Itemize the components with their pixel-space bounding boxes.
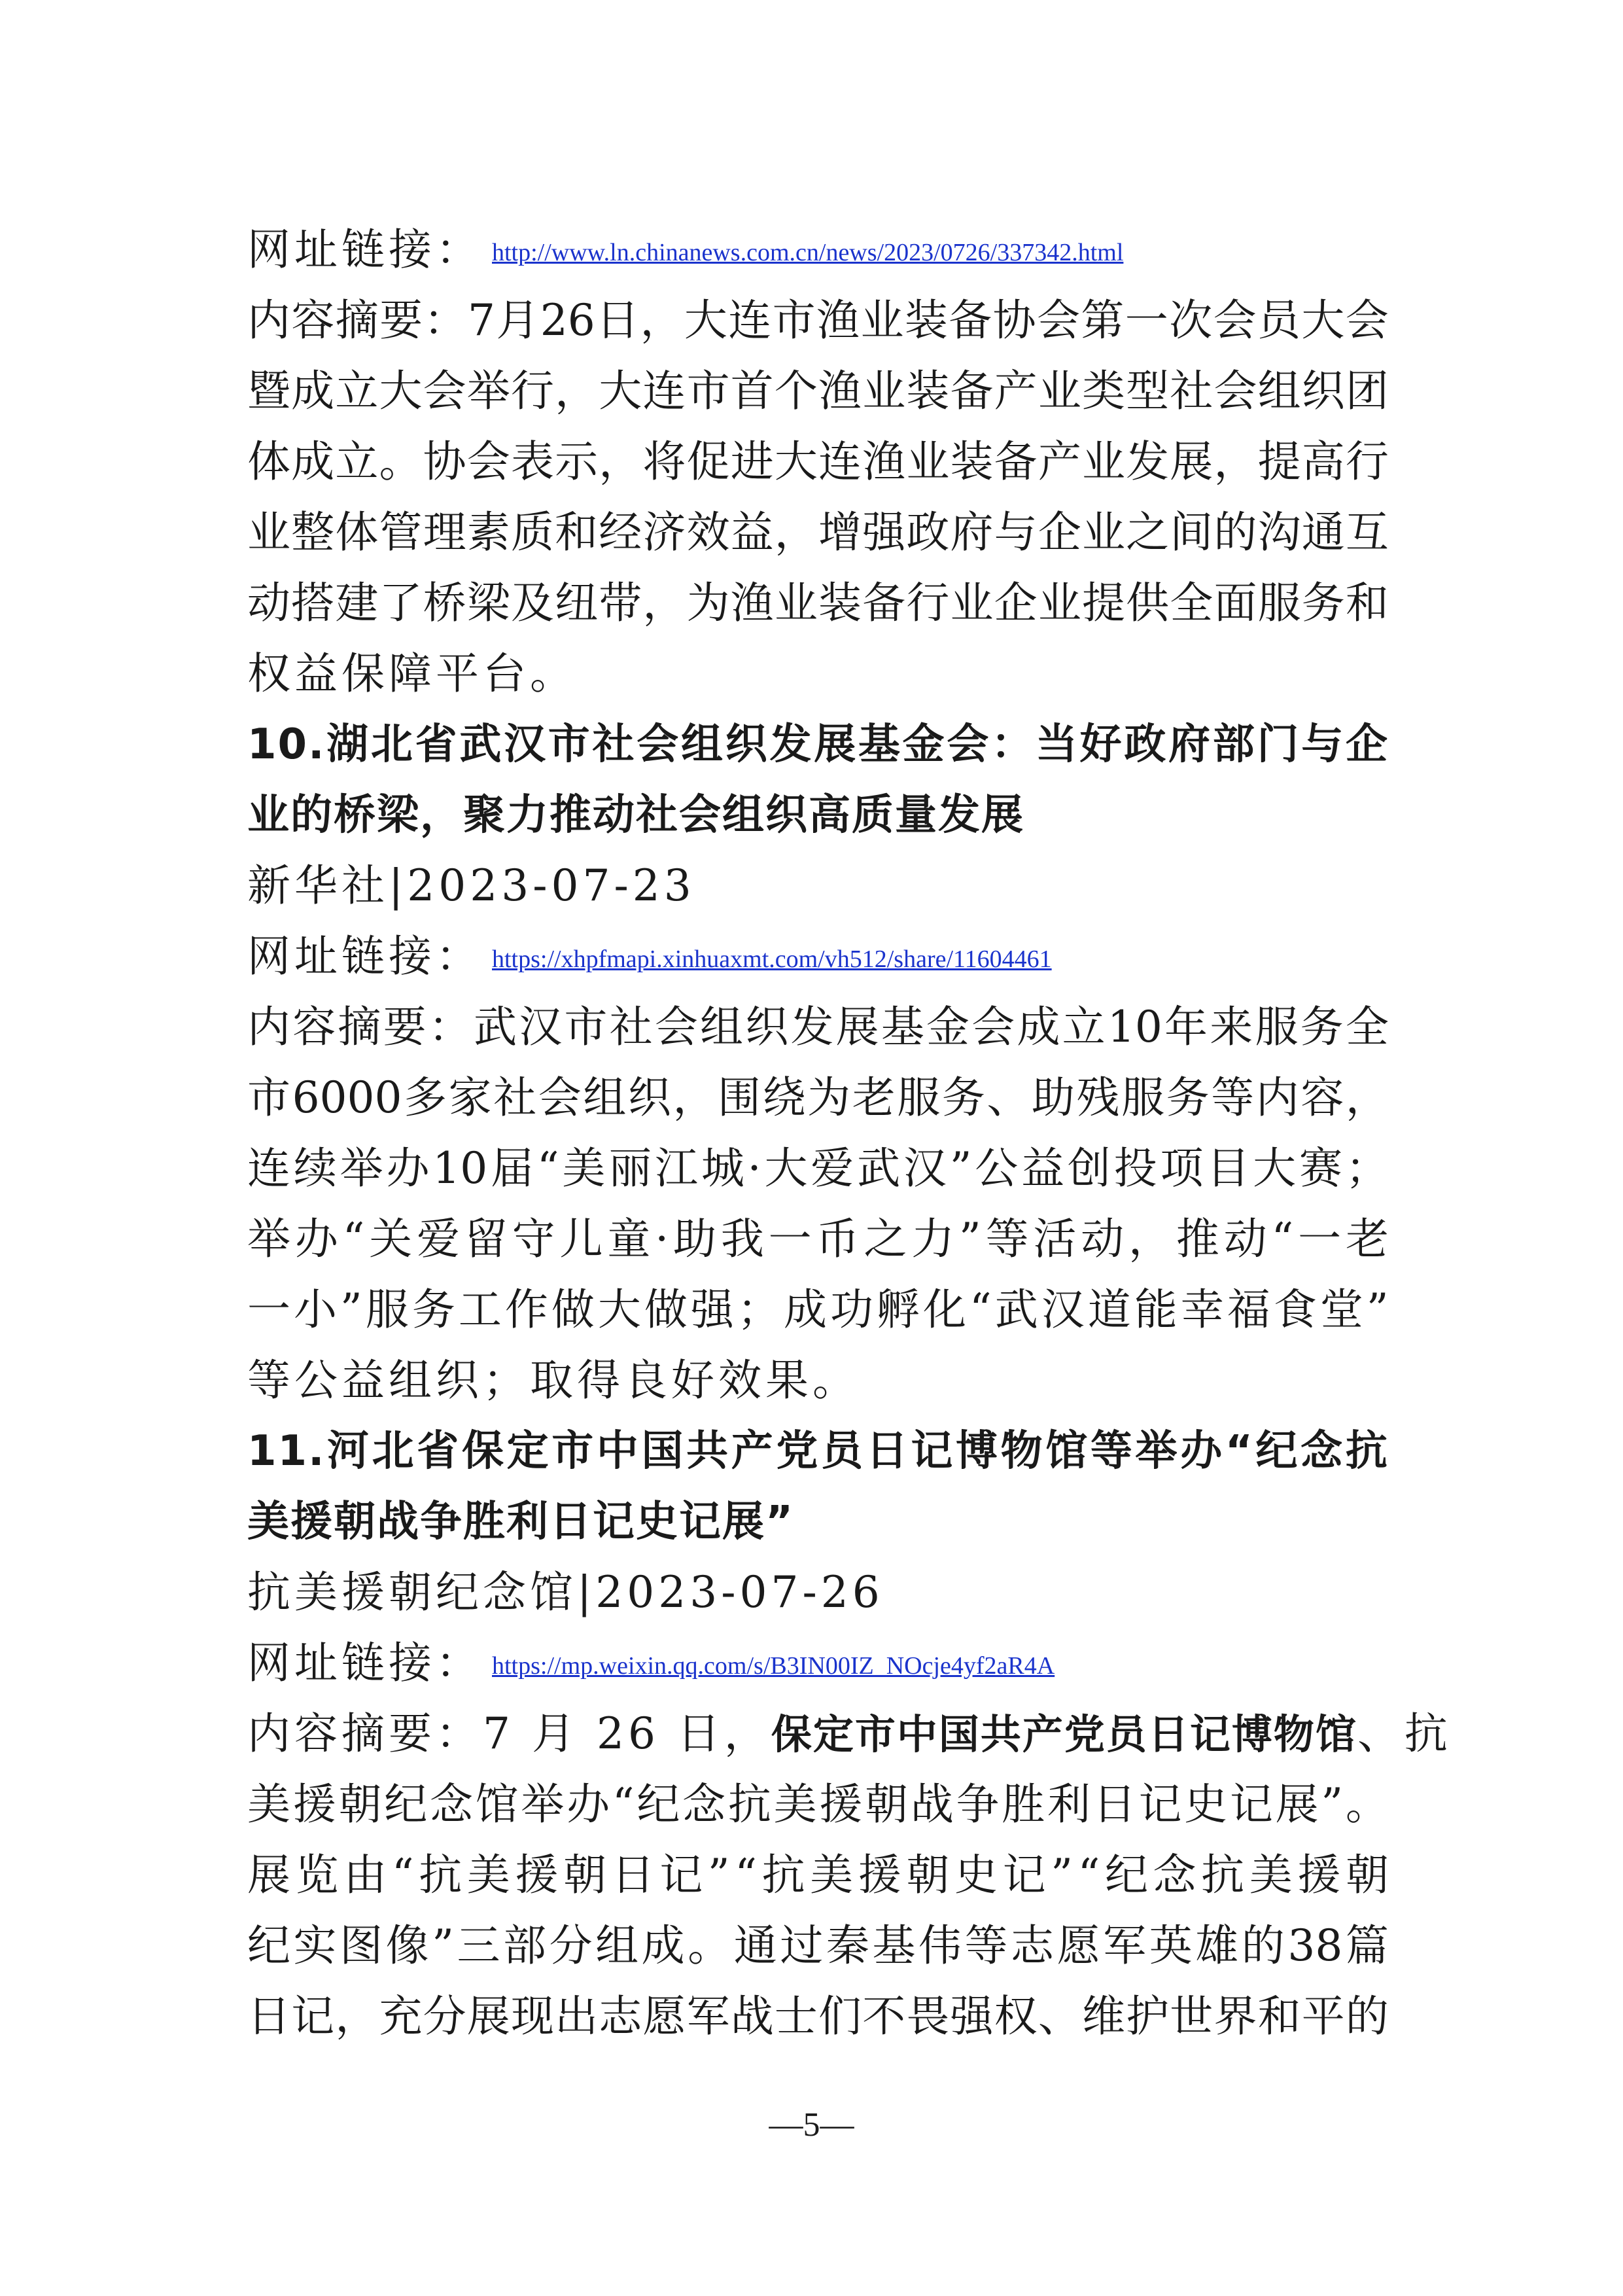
summary-line: 暨 成 立 大 会 举 行 ， 大 连 市 首 个 渔 业 装 备 产 业 类 型 社 会 组 织 团 [247, 366, 1389, 416]
summary-bold-org: 保定市中国共产党员日记博物馆 [771, 1710, 1357, 1758]
item11-title-line: 美援朝战争胜利日记史记展” [247, 1498, 795, 1546]
summary-line: 举 办 “ 关 爱 留 守 儿 童 · 助 我 一 币 之 力 ” 等 活 动 ， 推 动 “ 一 老 [247, 1214, 1389, 1264]
url-label: 网址链接： [247, 1638, 483, 1688]
item10-title-line: 业的桥梁，聚力推动社会组织高质量发展 [247, 791, 1024, 839]
summary-line: 内 容 摘 要 ： 7 月 26 日 ， 大 连 市 渔 业 装 备 协 会 第 一 次 会 员 大 会 [247, 295, 1389, 345]
summary-line-mixed [247, 1699, 1452, 1769]
summary-line: 连 续 举 办 10 届 “ 美 丽 江 城 · 大 爱 武 汉 ” 公 益 创 投 项 目 大 赛 ； [247, 1143, 1389, 1193]
url-label: 网址链接： [247, 224, 483, 275]
item11-url-line [247, 1628, 1389, 1699]
summary-line: 体 成 立 。 协 会 表 示 ， 将 促 进 大 连 渔 业 装 备 产 业 发 展 ， 提 高 行 [247, 436, 1389, 487]
summary-line: 等公益组织；取得良好效果。 [247, 1355, 860, 1405]
summary-line: 日 记 ， 充 分 展 现 出 志 愿 军 战 士 们 不 畏 强 权 、 维 护 世 界 和 平 的 [247, 1991, 1389, 2041]
item10-title-line: 10. 湖 北 省 武 汉 市 社 会 组 织 发 展 基 金 会 ： 当 好 政 府 部 门 与 企 [247, 720, 1389, 769]
item11-title-line: 11. 河 北 省 保 定 市 中 国 共 产 党 员 日 记 博 物 馆 等 举 办 “ 纪 念 抗 [247, 1427, 1389, 1475]
item9-url-line [247, 215, 1389, 285]
item10-source: 新华社|2023-07-23 [247, 860, 695, 911]
summary-line: 纪 实 图 像 ” 三 部 分 组 成 。 通 过 秦 基 伟 等 志 愿 军 英 雄 的 38 篇 [247, 1920, 1389, 1971]
summary-line: 美 援 朝 纪 念 馆 举 办 “ 纪 念 抗 美 援 朝 战 争 胜 利 日 记 史 记 展 ” 。 [247, 1779, 1389, 1829]
document-body [247, 215, 1452, 2052]
item9-summary [247, 285, 1389, 709]
item10-summary [247, 992, 1389, 1416]
summary-line: 内 容 摘 要 ： 武 汉 市 社 会 组 织 发 展 基 金 会 成 立 10 年 来 服 务 全 [247, 1002, 1389, 1052]
item9-url-link[interactable]: http://www.ln.chinanews.com.cn/news/2023/0726/337342.html [492, 239, 1124, 266]
summary-line: 一 小 ” 服 务 工 作 做 大 做 强 ； 成 功 孵 化 “ 武 汉 道 能 幸 福 食 堂 ” [247, 1284, 1389, 1335]
summary-line: 业 整 体 管 理 素 质 和 经 济 效 益 ， 增 强 政 府 与 企 业 之 间 的 沟 通 互 [247, 507, 1389, 557]
summary-line: 市 6000 多 家 社 会 组 织 ， 围 绕 为 老 服 务 、 助 残 服 务 等 内 容 ， [247, 1072, 1389, 1123]
item10-url-line [247, 921, 1389, 992]
summary-prefix: 内容摘要：7 月 26 日， [247, 1708, 771, 1759]
item11-source: 抗美援朝纪念馆|2023-07-26 [247, 1567, 884, 1617]
summary-line: 权益保障平台。 [247, 648, 577, 699]
summary-line: 展 览 由 “ 抗 美 援 朝 日 记 ” “ 抗 美 援 朝 史 记 ” “ 纪 念 抗 美 援 朝 [247, 1850, 1389, 1900]
summary-line: 动 搭 建 了 桥 梁 及 纽 带 ， 为 渔 业 装 备 行 业 企 业 提 供 全 面 服 务 和 [247, 578, 1389, 628]
item10-url-link[interactable]: https://xhpfmapi.xinhuaxmt.com/vh512/share/11604461 [492, 945, 1052, 973]
item11-summary [247, 1699, 1452, 2052]
summary-suffix: 、抗 [1357, 1708, 1452, 1759]
url-label: 网址链接： [247, 931, 483, 981]
item11-url-link[interactable]: https://mp.weixin.qq.com/s/B3IN00IZ_NOcje4yf2aR4A [492, 1652, 1055, 1680]
page-number: —5— [769, 2106, 854, 2144]
